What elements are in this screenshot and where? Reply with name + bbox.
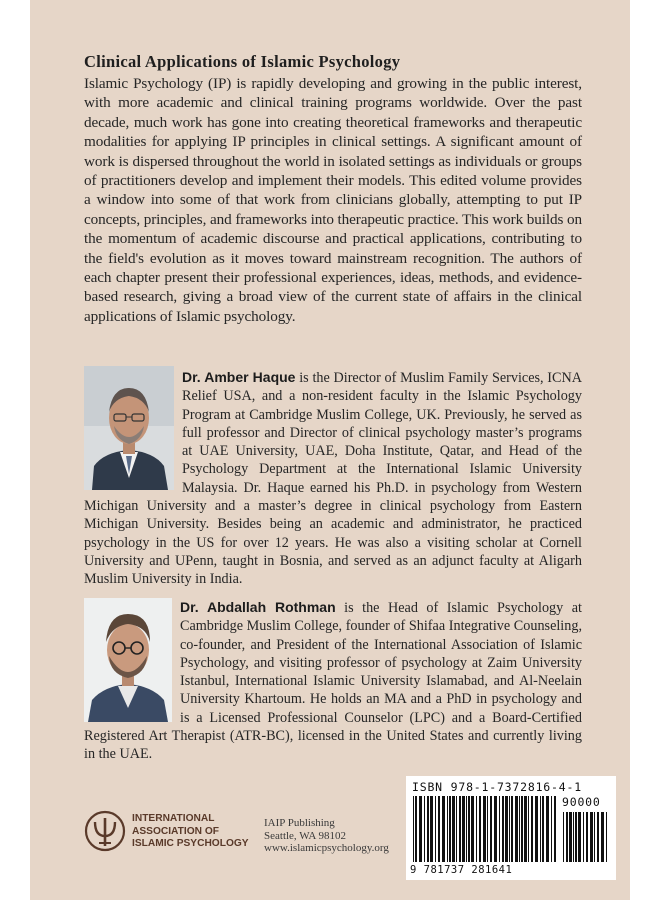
barcode-bar [511,796,513,862]
barcode-bar [490,796,492,862]
barcode-bar [427,796,429,862]
barcode-bar [471,796,474,862]
barcode-bar [546,796,549,862]
ean-digits: 9 781737 281641 [410,864,513,876]
barcode-bar [586,812,588,862]
barcode-bar [435,796,436,862]
author-name: Dr. Amber Haque [182,369,296,385]
barcode-bar [569,812,572,862]
barcode-bar [449,796,451,862]
barcode-bar [494,796,497,862]
author-bio-text: is the Head of Islamic Psychology at Cambridge Muslim College, founder of Shifaa Integrative Counseling, co-founder, and President of the International Association of Islamic Psychology, and visiting professor of psychology at Zaim University Istanbul, International Islamic University Islamabad, and Al-Neelain University Khartoum. He holds an MA and a PhD in psychology and is a Licensed Professional Counselor (LPC) and a Board-Certified Registered Art Therapist (ATR-BC), licensed in the United States and currently living in the UAE. [84,600,582,763]
psi-emblem-icon [84,810,126,852]
barcode-bar [551,796,552,862]
barcode-bar [573,812,574,862]
barcode-bar [575,812,577,862]
publisher-city: Seattle, WA 98102 [264,829,346,842]
barcode-bar [542,796,544,862]
ean-barcode-bars [412,796,558,862]
barcode-bar [531,796,533,862]
barcode-bar [563,812,564,862]
barcode-bar [606,812,607,862]
barcode-bar [524,796,527,862]
isbn-barcode [406,776,616,880]
barcode-bar [452,796,455,862]
barcode-bar [459,796,461,862]
author-bio-abdallah-rothman [84,598,582,764]
barcode-bar [442,796,445,862]
logo-wordmark [132,813,272,851]
barcode-bar [447,796,448,862]
price-code: 90000 [562,795,601,809]
publisher-name: IAIP Publishing [264,817,335,829]
book-description: Islamic Psychology (IP) is rapidly developing and growing in the public interest, with more academic and clinical training programs worldwide. Over the past decade, much work has gone into creating theoretical frameworks and therapeutic modalities for applying IP principles in clinical settings. A significant amount of work is dispersed throughout the world in isolated settings as individuals or groups of practitioners develop and implement their models. This edited volume provides a window into some of that work from clinicians globally, attempting to put IP concepts, principles, and frameworks into therapeutic practice. This work builds on the momentum of academic discourse and practical applications, contributing to the field's evolution as it moves toward mainstream recognition. The authors of each chapter present their professional experiences, ideas, methods, and evidence-based research, giving a broad view of the current state of affairs in the clinical applications of Islamic psychology. [84,75,582,325]
barcode-bar [554,796,556,862]
barcode-bar [540,796,541,862]
barcode-bar [430,796,433,862]
barcode-bar [521,796,523,862]
logo-line: ISLAMIC PSYCHOLOGY [132,838,249,849]
author-photo-abdallah-rothman [84,598,172,722]
barcode-bar [566,812,568,862]
barcode-bar [583,812,584,862]
logo-line: ASSOCIATION OF [132,825,219,837]
author-name: Dr. Abdallah Rothman [180,599,336,615]
barcode-bar [413,796,414,862]
publisher-url: www.islamicpsychology.org [264,842,389,854]
barcode-bar [438,796,440,862]
barcode-bar [424,796,425,862]
barcode-bar [499,796,500,862]
barcode-bar [468,796,470,862]
isbn-text: ISBN 978-1-7372816-4-1 [412,780,582,794]
barcode-bar [415,796,417,862]
barcode-bar [515,796,518,862]
barcode-bar [462,796,465,862]
barcode-bar [597,812,599,862]
barcode-bar [528,796,529,862]
barcode-bar [601,812,604,862]
barcode-bar [590,812,593,862]
barcode-bar [483,796,486,862]
barcode-bar [519,796,520,862]
barcode-bar [578,812,581,862]
barcode-bar [509,796,510,862]
author-photo-amber-haque [84,366,174,490]
publisher-info [264,817,424,855]
barcode-bar [535,796,538,862]
back-cover [30,0,630,900]
barcode-bar [476,796,477,862]
author-bio-amber-haque [84,368,582,589]
barcode-bar [502,796,504,862]
book-title: Clinical Applications of Islamic Psychology [84,52,401,71]
logo-line: INTERNATIONAL [132,813,215,824]
barcode-bar [466,796,467,862]
barcode-bar [594,812,595,862]
barcode-bar [479,796,481,862]
barcode-bar [419,796,422,862]
barcode-bar [505,796,508,862]
price-barcode-bars [562,812,610,862]
barcode-bar [456,796,457,862]
barcode-bar [487,796,488,862]
iaip-logo [84,810,254,856]
author-bio-text: is the Director of Muslim Family Services, ICNA Relief USA, and a non-resident faculty in the Islamic Psychology Program at Cambridge Muslim College, UK. Previously, he served as full professor and Director of clinical psychology master’s programs at UAE University, UAE, Doha Institute, Qatar, and Head of the Psychology Department at the International Islamic University Malaysia. Dr. Haque earned his Ph.D. in psychology from Western Michigan University and a master’s degree in clinical psychology from Eastern Michigan University. Besides being an academic and administrator, he practiced psychology in the US for over 12 years. He was also a visiting scholar at Cornell University and UPenn, taught in Bosnia, and served as an adjunct faculty at Aligarh Muslim University in India. [84,370,582,588]
